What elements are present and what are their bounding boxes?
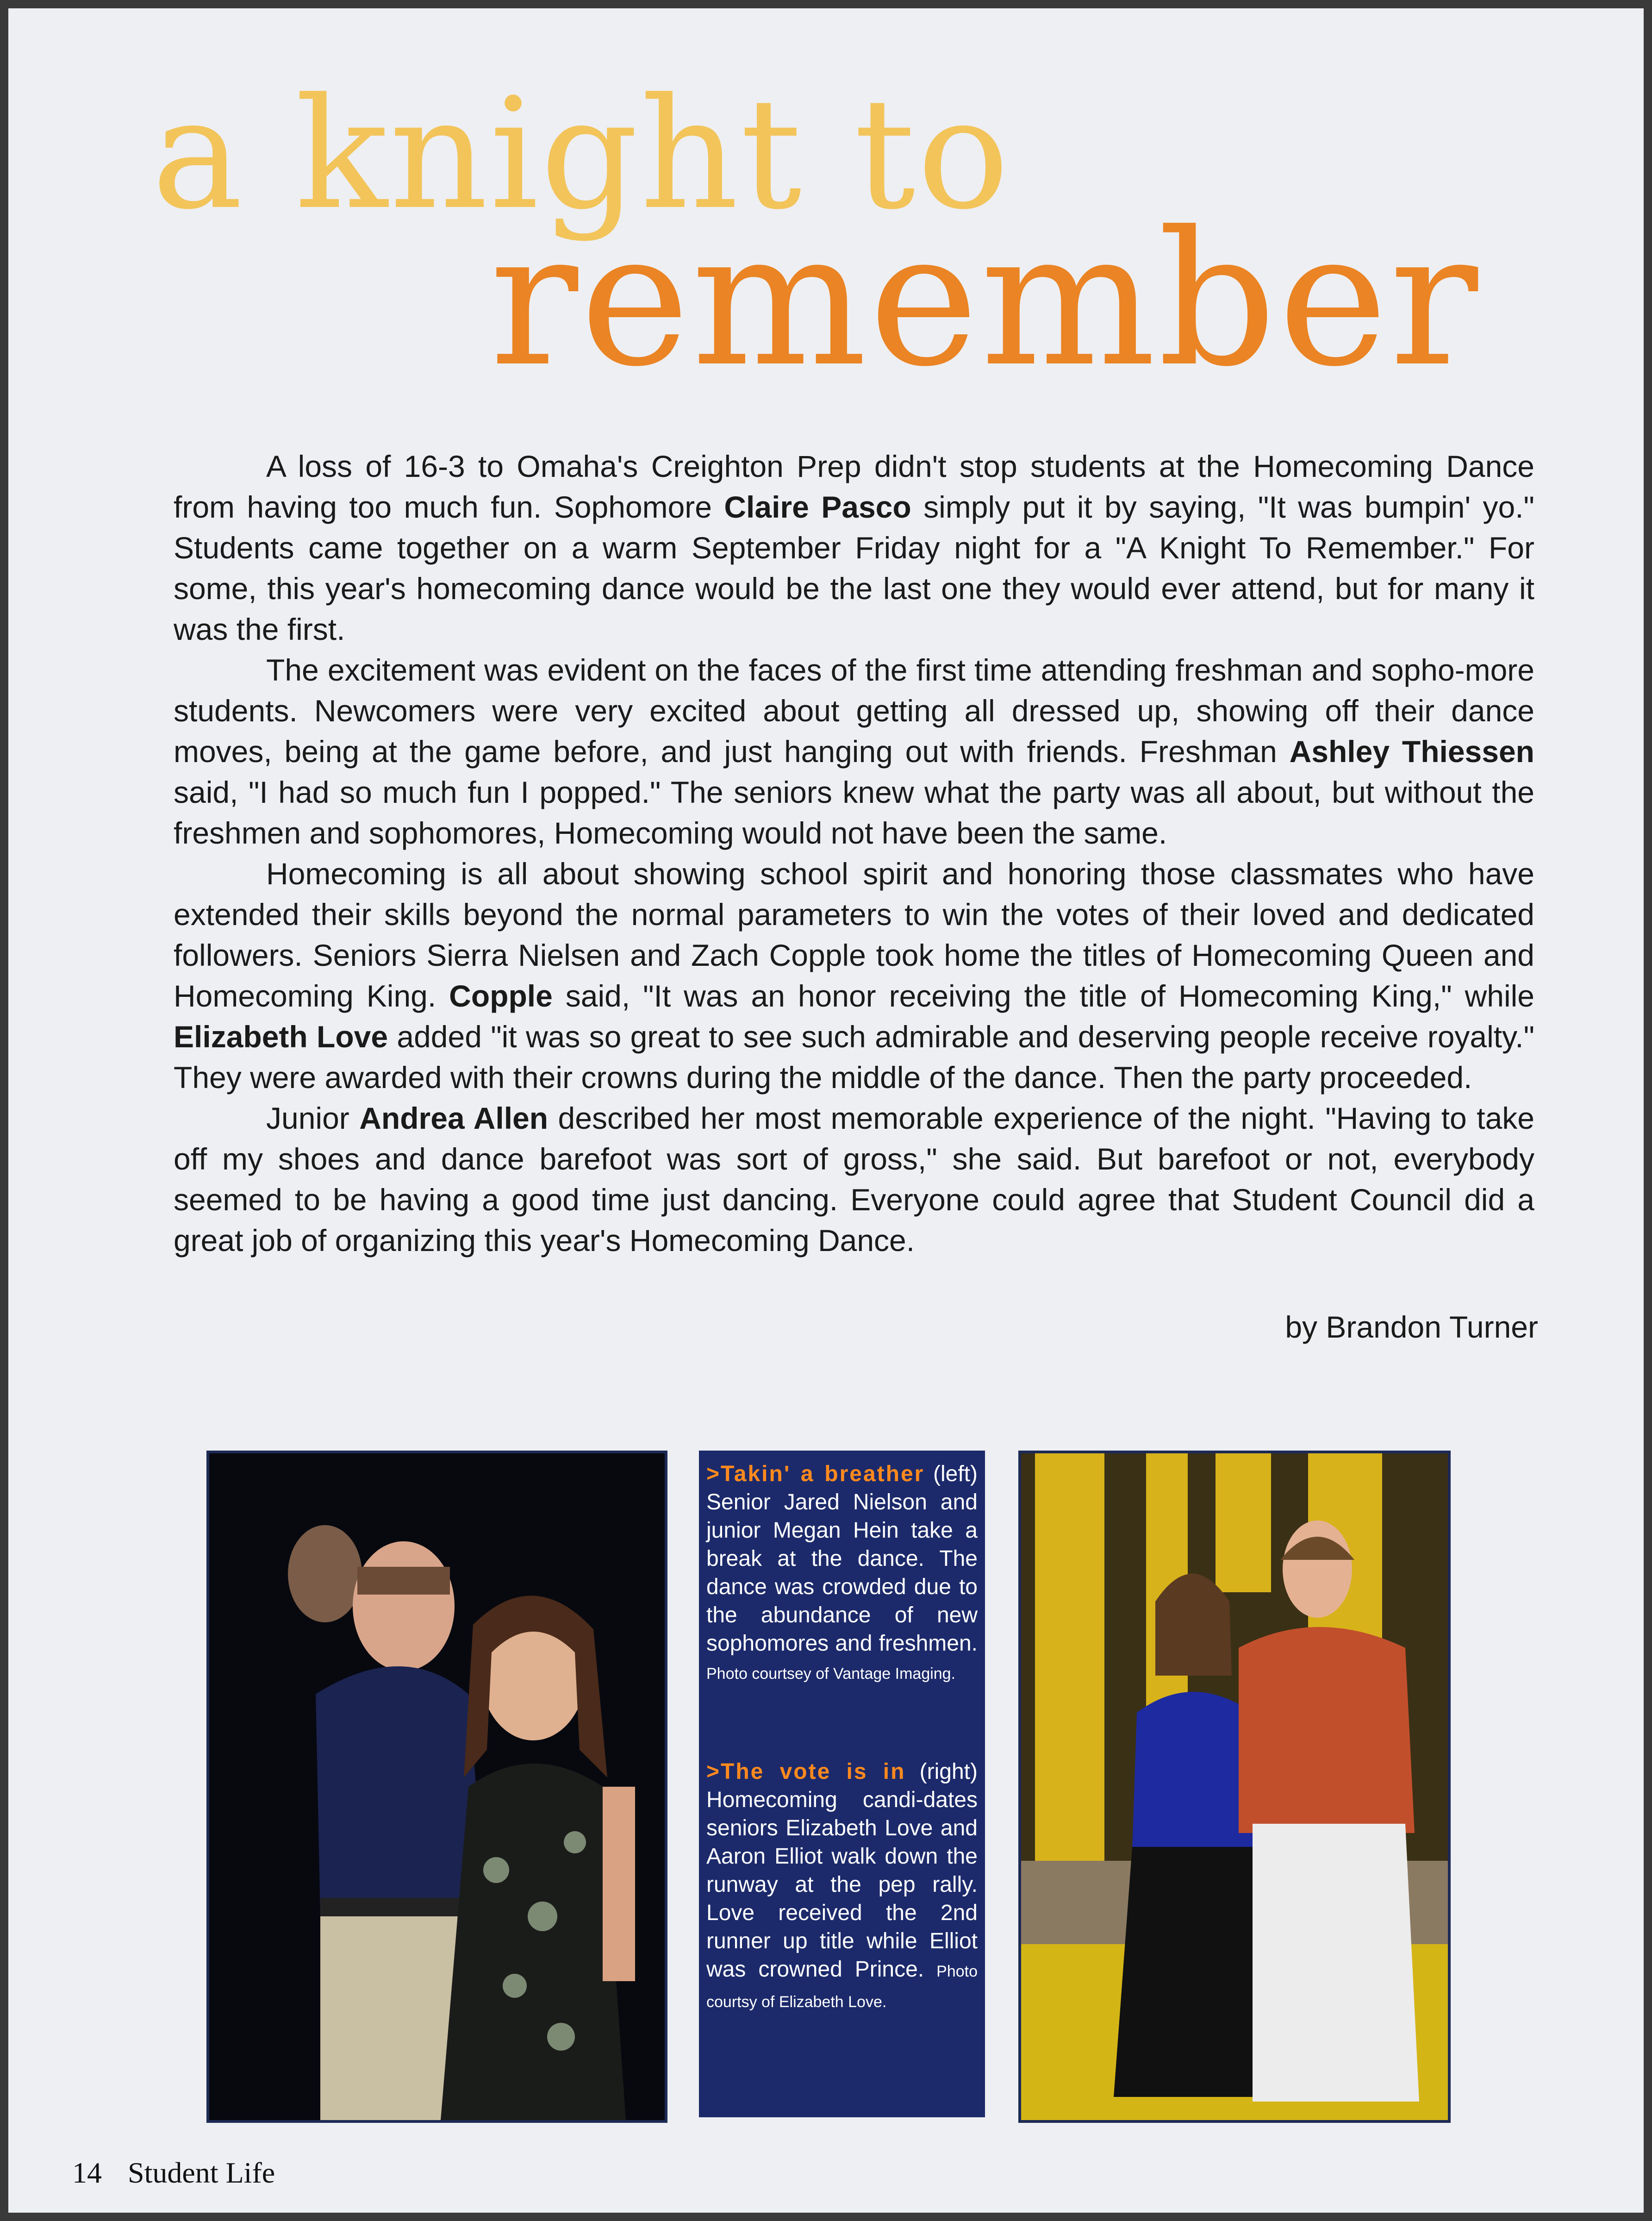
title-line-1: a knight to bbox=[152, 65, 1011, 243]
page-footer bbox=[72, 2156, 275, 2190]
photo-credit: Photo courtsy of Elizabeth Love. bbox=[706, 1963, 978, 2011]
caption-heading: >The vote is in bbox=[706, 1759, 906, 1784]
photo-illustration bbox=[1021, 1453, 1448, 2120]
article-paragraph-2: The excitement was evident on the faces of the first time attending freshman and sopho-more students. Newcomers were very excited about getting all dressed up, showing off their dance moves, being at the game before, and just hanging out with friends. Freshman Ashley Thiessen said, "I had so much fun I popped." The seniors knew what the party was all about, but without the freshmen and sophomores, Homecoming would not have been the same. bbox=[174, 653, 1534, 850]
article-body bbox=[174, 446, 1534, 1261]
article-paragraph-4: Junior Andrea Allen described her most memorable experience of the night. "Having to take off my shoes and dance barefoot was sort of gross," she said. But barefoot or not, everybody seemed to be having a good time just dancing. Everyone could agree that Student Council did a great job of organizing this year's Homecoming Dance. bbox=[174, 1101, 1534, 1258]
byline: by Brandon Turner bbox=[1285, 1310, 1538, 1344]
caption-the-vote-is-in: >The vote is in (right) Homecoming candi-dates seniors Elizabeth Love and Aaron Elliot walk down the runway at the pep rally. Love received the 2nd runner up title while Elliot was crowned Prince. Photo courtsy of Elizabeth Love. bbox=[706, 1759, 978, 2011]
page-number: 14 bbox=[72, 2156, 102, 2189]
caption-takin-a-breather: >Takin' a breather (left) Senior Jared Nielson and junior Megan Hein take a break at the dance. The dance was crowded due to the abundance of new sophomores and freshmen. Photo courtsey of Vantage Imaging. bbox=[706, 1462, 978, 1683]
article-paragraph-3: Homecoming is all about showing school spirit and honoring those classmates who have extended their skills beyond the normal parameters to win the votes of their loved and dedicated followers. Seniors Sierra Nielsen and Zach Copple took home the titles of Homecoming Queen and Homecoming King. Copple said, "It was an honor receiving the title of Homecoming King," while Elizabeth Love added "it was so great to see such admirable and deserving people receive royalty." They were awarded with their crowns during the middle of the dance. Then the party proceeded. bbox=[174, 857, 1534, 1095]
caption-heading: >Takin' a breather bbox=[706, 1462, 925, 1486]
student-name: Claire Pasco bbox=[724, 490, 911, 524]
photo-credit: Photo courtsey of Vantage Imaging. bbox=[706, 1665, 956, 1683]
student-name: Elizabeth Love bbox=[174, 1020, 388, 1054]
photo-homecoming-candidates bbox=[1018, 1451, 1451, 2123]
photo-captions bbox=[699, 1451, 985, 2117]
photo-illustration bbox=[209, 1453, 665, 2120]
student-name: Copple bbox=[449, 979, 553, 1013]
yearbook-page bbox=[8, 8, 1644, 2213]
student-name: Andrea Allen bbox=[359, 1101, 549, 1135]
photo-couple-at-dance bbox=[206, 1451, 667, 2123]
student-name: Ashley Thiessen bbox=[1289, 734, 1534, 769]
title-line-2: remember bbox=[490, 192, 1480, 407]
article-paragraph-1: A loss of 16-3 to Omaha's Creighton Prep didn't stop students at the Homecoming Dance from having too much fun. Sophomore Claire Pasco simply put it by saying, "It was bumpin' yo." Students came together on a warm September Friday night for a "A Knight To Remember." For some, this year's homecoming dance would be the last one they would ever attend, but for many it was the first. bbox=[174, 449, 1534, 646]
section-title: Student Life bbox=[128, 2156, 275, 2189]
